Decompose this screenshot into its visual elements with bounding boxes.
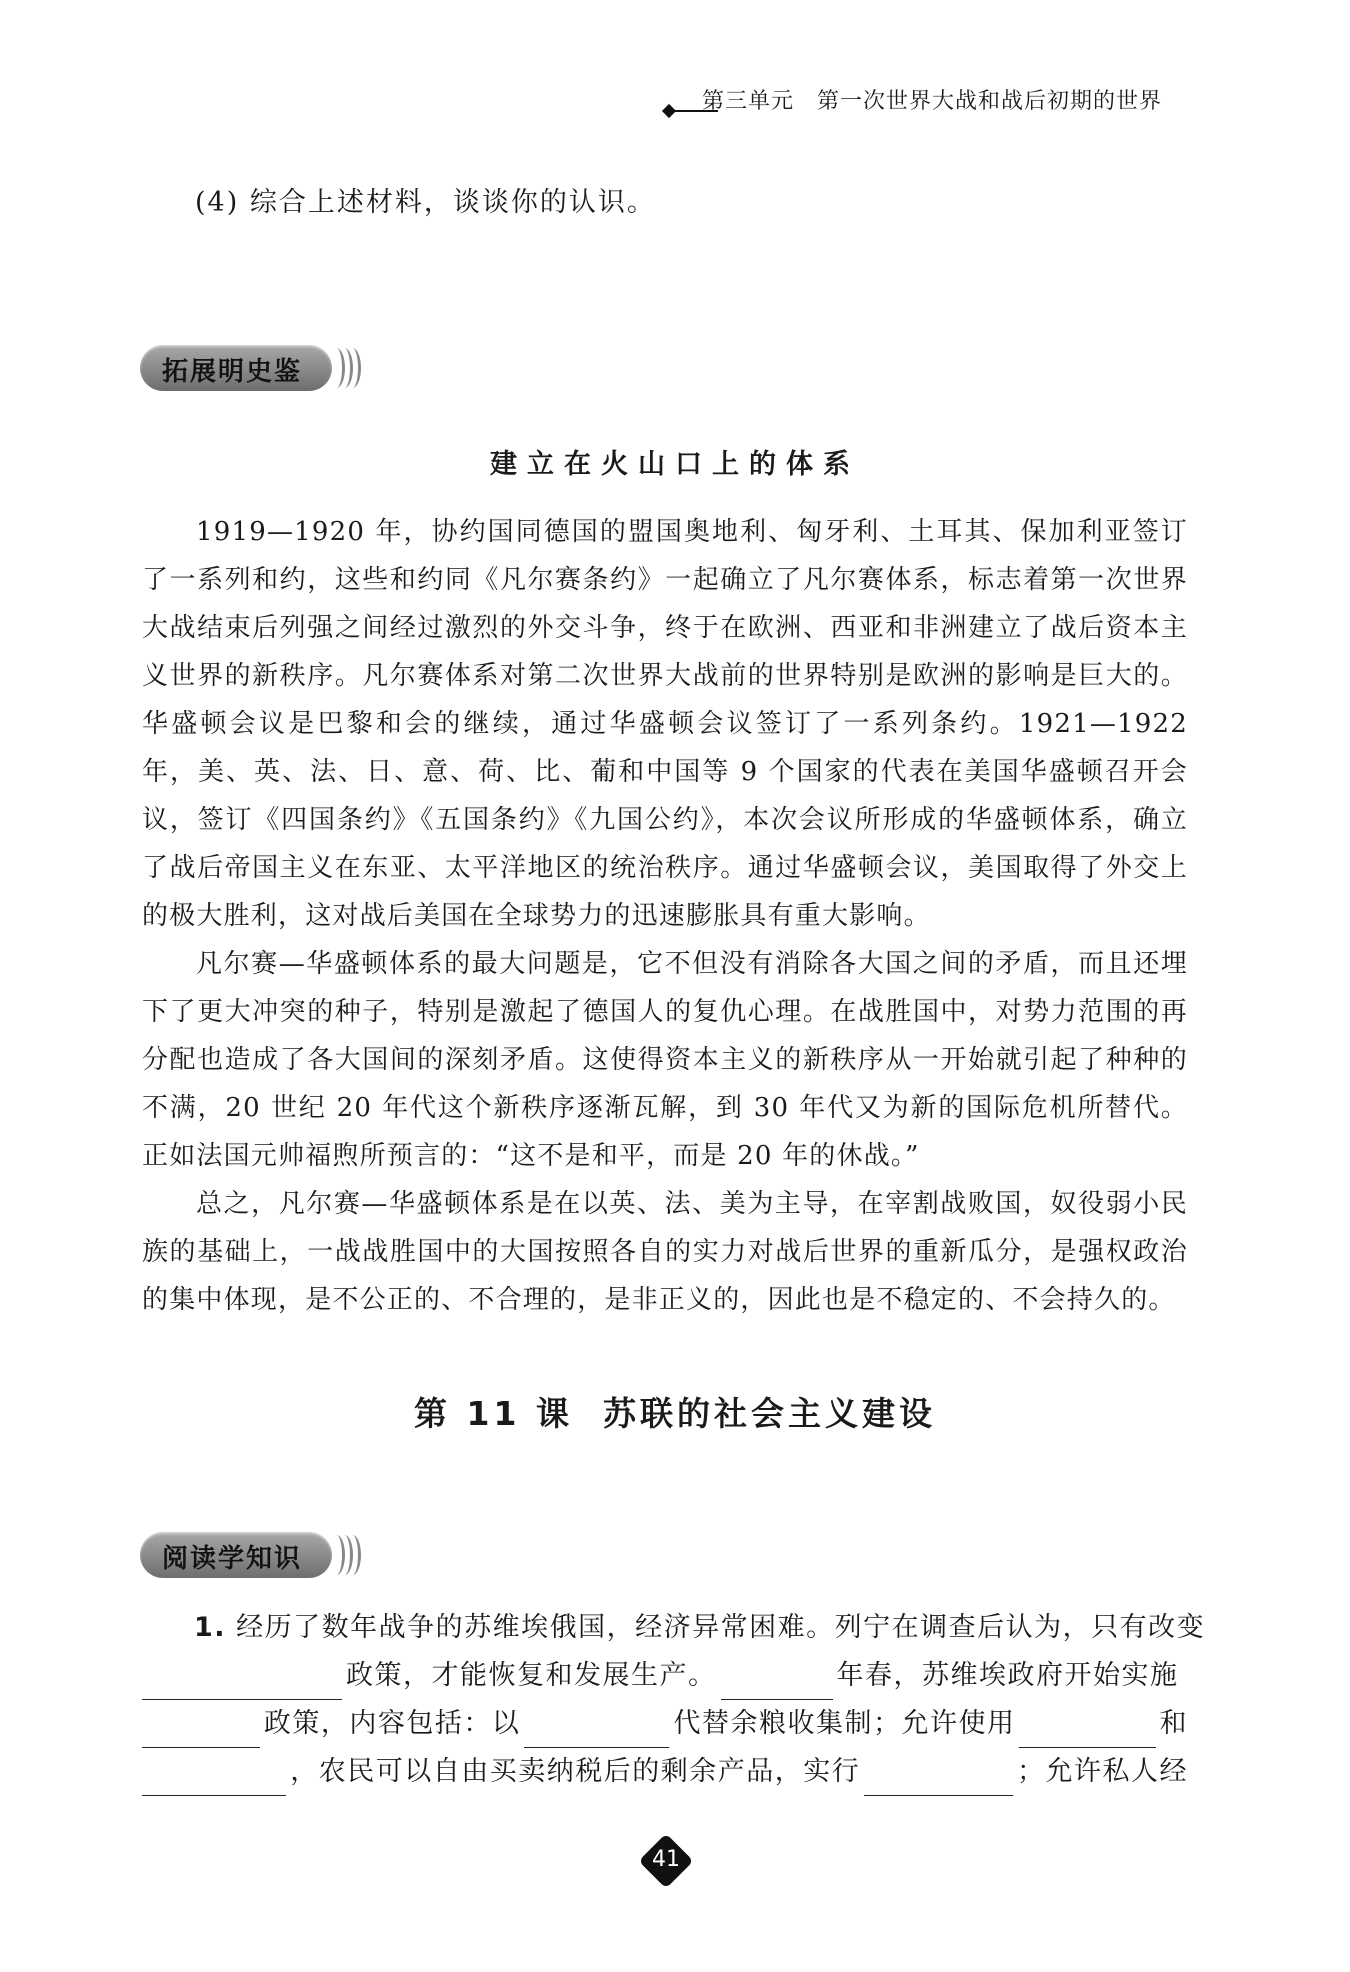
lesson-heading (0, 1388, 1350, 1435)
fill-blank-6[interactable] (142, 1761, 286, 1796)
question-text: 政策，才能恢复和发展生产。 (346, 1660, 717, 1691)
paragraph: 总之，凡尔赛—华盛顿体系是在以英、法、美为主导，在宰割战败国，奴役弱小民族的基础上，一战战胜国中的大国按照各自的实力对战后世界的重新瓜分，是强权政治的集中体现，是不公正的、不合理的，是非正义的，因此也是不稳定的、不会持久的。 (142, 1189, 1188, 1315)
question-text: 和 (1159, 1708, 1188, 1739)
running-header (650, 84, 1190, 120)
lesson-title: 苏联的社会主义建设 (602, 1394, 936, 1433)
extension-body (142, 508, 1188, 1324)
extension-tab-label: 拓展明史鉴 (162, 357, 303, 387)
extension-section-tab (140, 345, 355, 393)
exercise-1 (142, 1604, 1206, 1796)
fill-blank-2[interactable] (721, 1665, 833, 1700)
extension-title: 建立在火山口上的体系 (490, 449, 860, 480)
question-text: ；允许私人经 (1017, 1756, 1188, 1787)
page-number: 41 (652, 1847, 680, 1872)
question-text: ，农民可以自由买卖纳税后的剩余产品，实行 (290, 1756, 861, 1787)
reading-tab-label: 阅读学知识 (162, 1544, 303, 1574)
header-title: 第三单元 第一次世界大战和战后初期的世界 (702, 89, 1163, 114)
fill-blank-1[interactable] (142, 1665, 342, 1700)
tab-arc-icon (344, 1535, 361, 1575)
fill-blank-3[interactable] (142, 1713, 260, 1748)
fill-blank-5[interactable] (1019, 1713, 1155, 1748)
question-text: 代替余粮收集制；允许使用 (673, 1708, 1016, 1739)
paragraph: 凡尔赛—华盛顿体系的最大问题是，它不但没有消除各大国之间的矛盾，而且还埋下了更大冲突的种子，特别是激起了德国人的复仇心理。在战胜国中，对势力范围的再分配也造成了各大国间的深刻矛盾。这使得资本主义的新秩序从一开始就引起了种种的不满，20 世纪 20 年代这个新秩序逐渐瓦解，到 30 年代又为新的国际危机所替代。正如法国元帅福煦所预言的：“这不是和平，而是 20 年的休战。” (142, 949, 1188, 1171)
question-4: (4) 综合上述材料，谈谈你的认识。 (195, 187, 656, 218)
question-text: 年春，苏维埃政府开始实施 (836, 1660, 1179, 1691)
question-text: 经历了数年战争的苏维埃俄国，经济异常困难。列宁在调查后认为，只有改变 (236, 1612, 1206, 1643)
page-number-badge (641, 1836, 691, 1886)
lesson-number: 第 11 课 (414, 1394, 573, 1433)
fill-blank-4[interactable] (524, 1713, 669, 1748)
question-text: 政策，内容包括：以 (263, 1708, 521, 1739)
tab-arc-icon (344, 348, 361, 388)
reading-section-tab (140, 1532, 355, 1580)
fill-blank-7[interactable] (864, 1761, 1013, 1796)
paragraph: 1919—1920 年，协约国同德国的盟国奥地利、匈牙利、土耳其、保加利亚签订了一系列和约，这些和约同《凡尔赛条约》一起确立了凡尔赛体系，标志着第一次世界大战结束后列强之间经过激烈的外交斗争，终于在欧洲、西亚和非洲建立了战后资本主义世界的新秩序。凡尔赛体系对第二次世界大战前的世界特别是欧洲的影响是巨大的。华盛顿会议是巴黎和会的继续，通过华盛顿会议签订了一系列条约。1921—1922 年，美、英、法、日、意、荷、比、葡和中国等 9 个国家的代表在美国华盛顿召开会议，签订《四国条约》《五国条约》《九国公约》，本次会议所形成的华盛顿体系，确立了战后帝国主义在东亚、太平洋地区的统治秩序。通过华盛顿会议，美国取得了外交上的极大胜利，这对战后美国在全球势力的迅速膨胀具有重大影响。 (142, 517, 1188, 931)
question-number: 1. (194, 1612, 227, 1643)
